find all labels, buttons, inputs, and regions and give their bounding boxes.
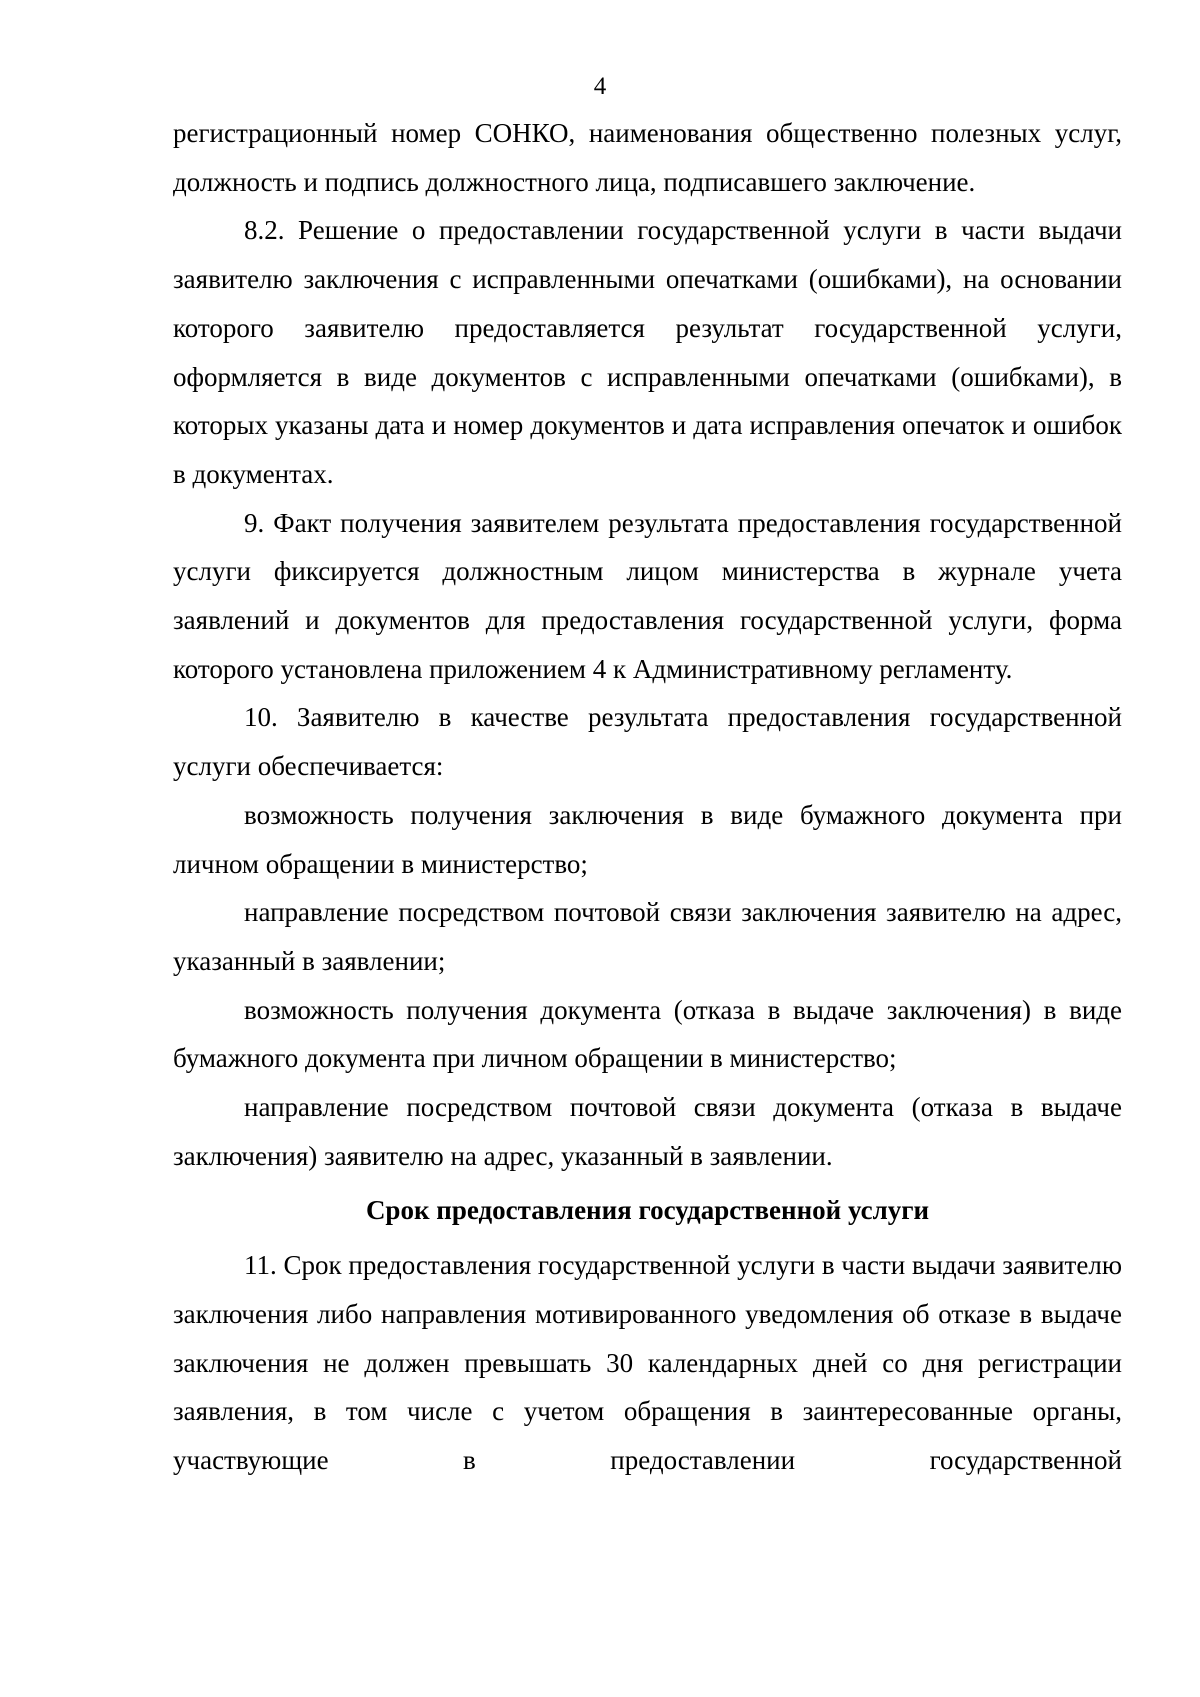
list-item-postal-conclusion: направление посредством почтовой связи заключения заявителю на адрес, указанный в заявлении; (173, 897, 1122, 976)
paragraph-10: 10. Заявителю в качестве результата предоставления государственной услуги обеспечивается: (173, 702, 1122, 782)
list-item-paper-refusal: возможность получения документа (отказа в выдаче заключения) в виде бумажного документа при личном обращении в министерство; (173, 994, 1122, 1074)
paragraph-8-2: 8.2. Решение о предоставлении государственной услуги в части выдачи заявителю заключения с исправленными опечатками (ошибками), на основании которого заявителю предоставляется результат государственной услуги, оформляется в виде документов с исправленными опечатками (ошибками), в которых указаны дата и номер документов и дата исправления опечаток и ошибок в документах. (173, 215, 1122, 489)
section-heading: Срок предоставления государственной услуги (365, 1195, 930, 1226)
paragraph-11: 11. Срок предоставления государственной услуги в части выдачи заявителю заключения либо направления мотивированного уведомления об отказе в выдаче заключения не должен превышать 30 календарных дней со дня регистрации заявления, в том числе с учетом обращения в заинтересованные органы, участвующие в предоставлении государственной (173, 1250, 1122, 1475)
paragraph-continuation: регистрационный номер СОНКО, наименования общественно полезных услуг, должность и подпись должностного лица, подписавшего заключение. (173, 118, 1122, 197)
list-item-postal-refusal: направление посредством почтовой связи документа (отказа в выдаче заключения) заявителю на адрес, указанный в заявлении. (173, 1092, 1122, 1171)
page-number: 4 (593, 73, 607, 100)
document-body (173, 109, 1122, 1485)
paragraph-9: 9. Факт получения заявителем результата предоставления государственной услуги фиксируется должностным лицом министерства в журнале учета заявлений и документов для предоставления государственной услуги, форма которого установлена приложением 4 к Административному регламенту. (173, 507, 1122, 684)
list-item-paper-document: возможность получения заключения в виде бумажного документа при личном обращении в министерство; (173, 799, 1122, 879)
